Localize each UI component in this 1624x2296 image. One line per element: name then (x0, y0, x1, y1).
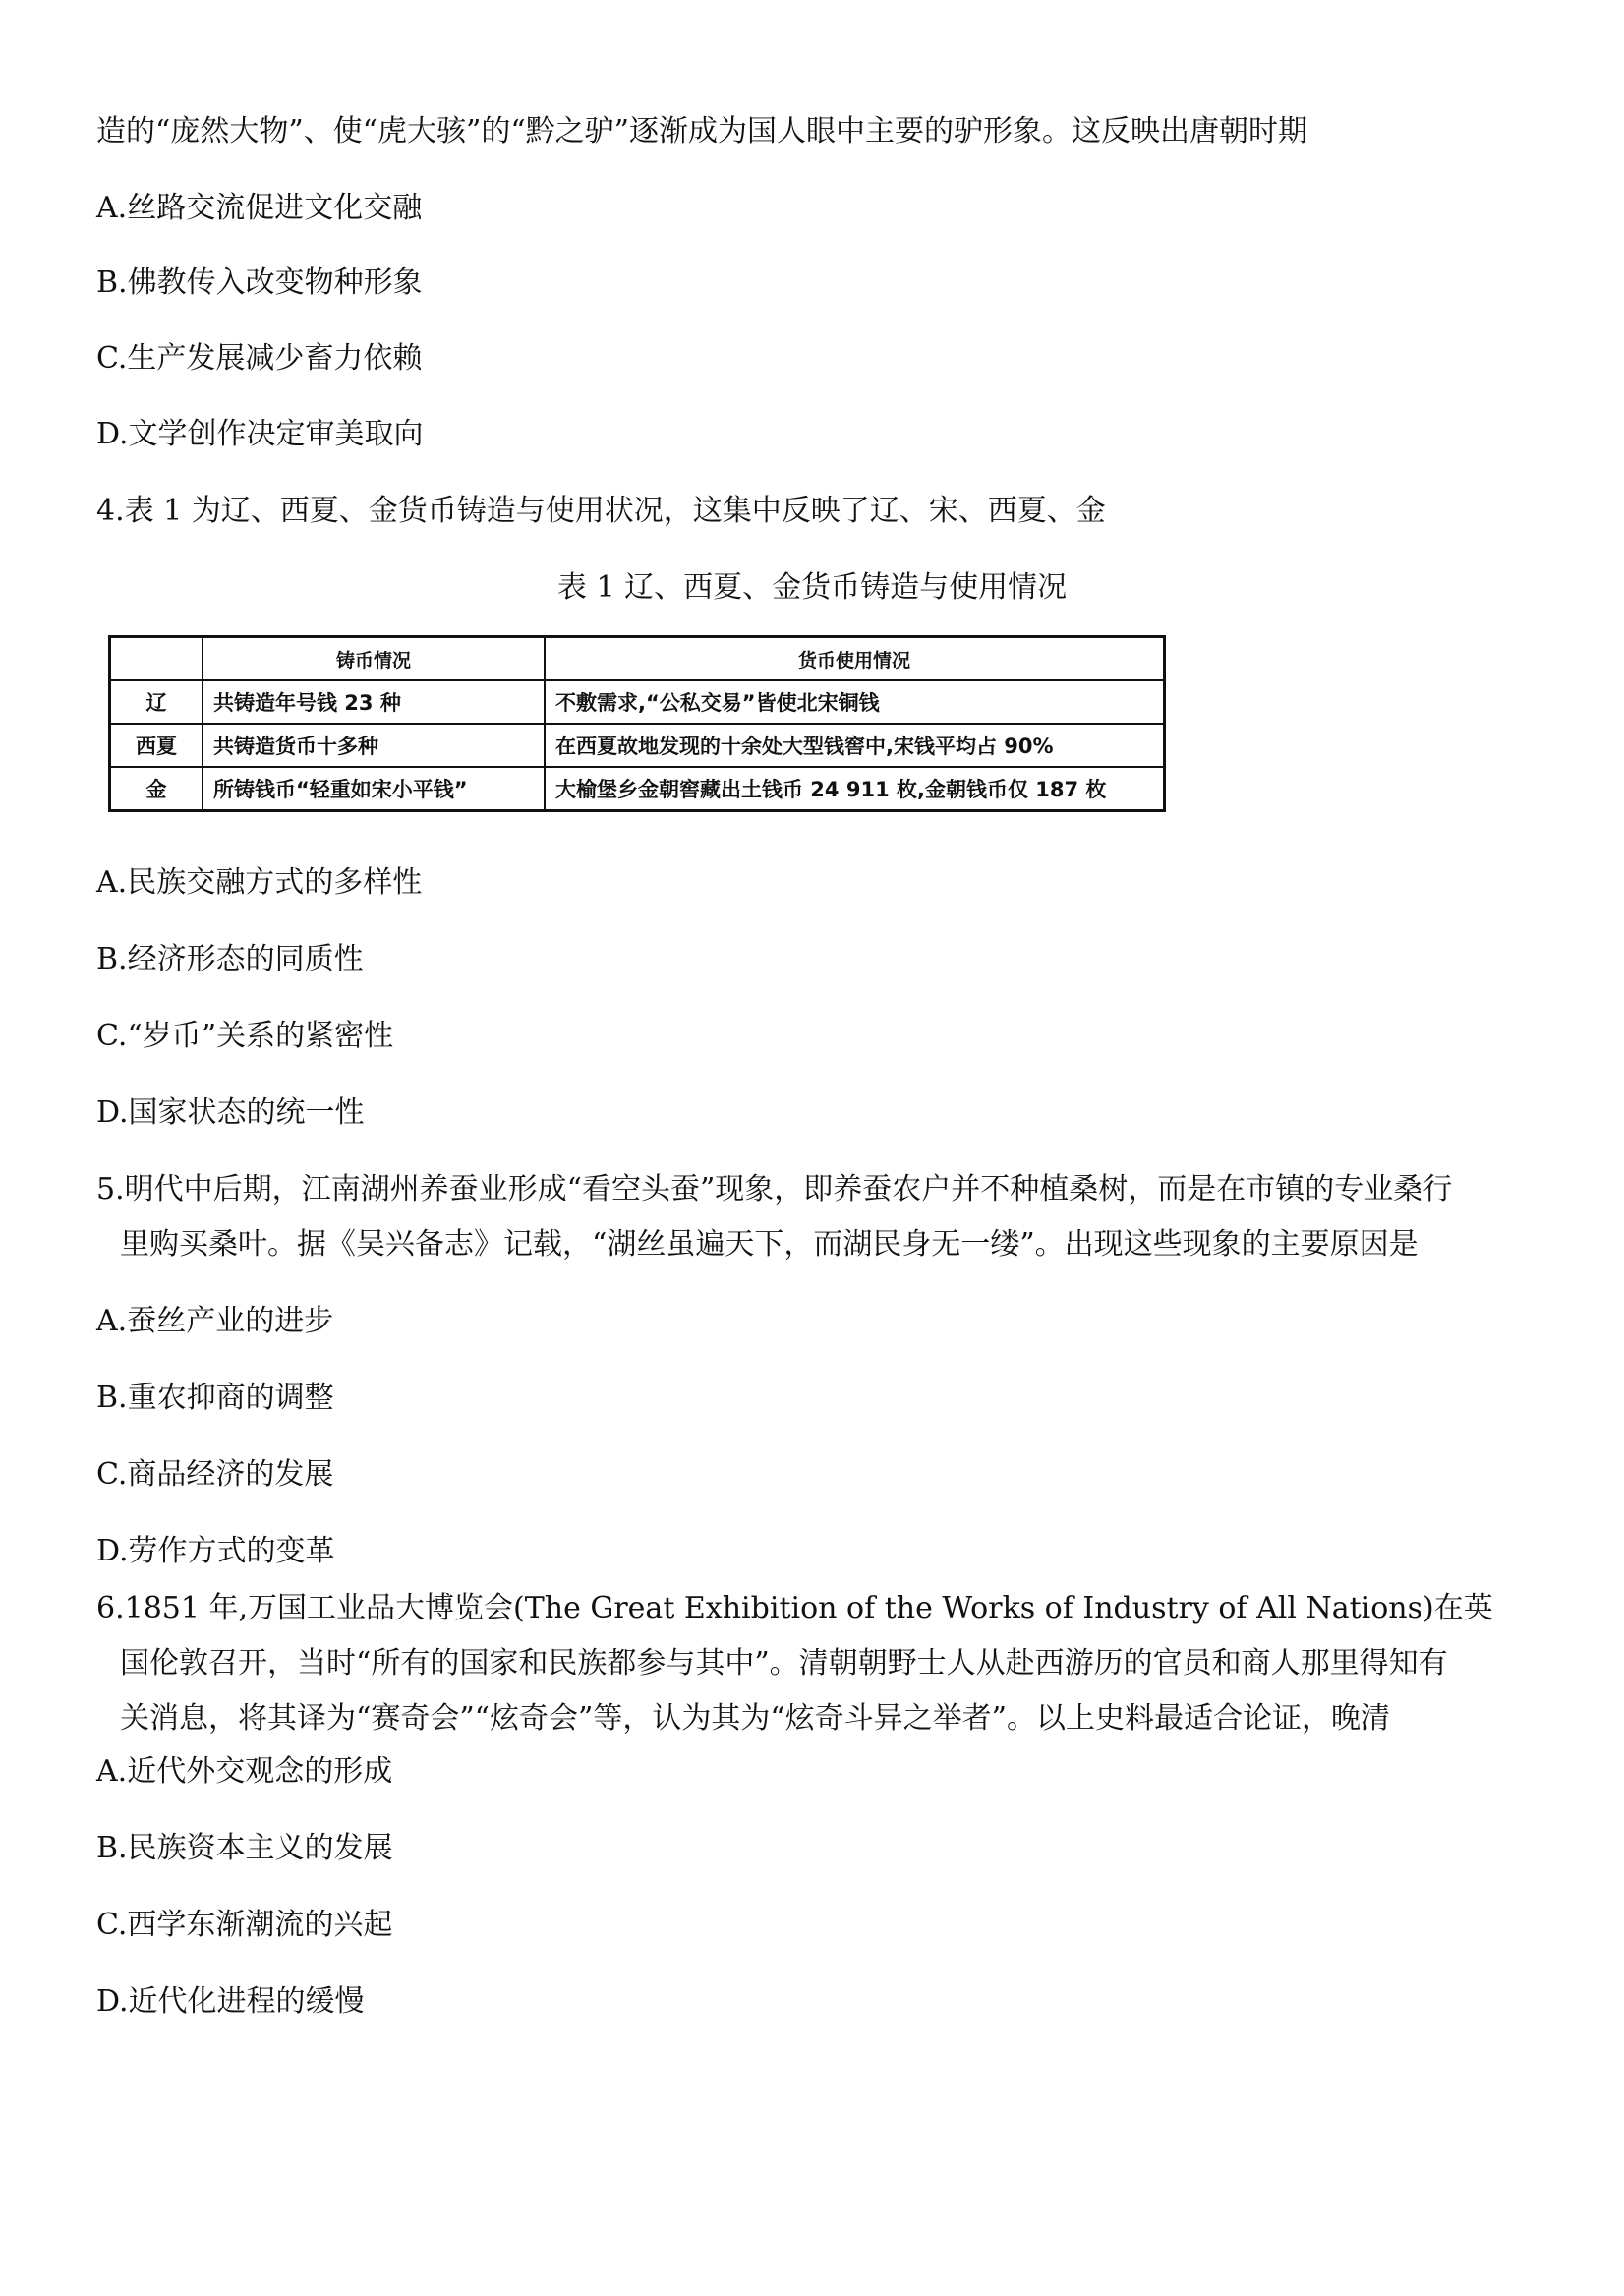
table-cell: 金 (110, 767, 203, 811)
table-header-row (110, 637, 1165, 681)
table-header-minting: 铸币情况 (203, 637, 545, 681)
q4-stem: 4.表 1 为辽、西夏、金货币铸造与使用状况，这集中反映了辽、宋、西夏、金 (96, 494, 1106, 528)
table-cell: 不敷需求,“公私交易”皆使北宋铜钱 (545, 680, 1165, 724)
coin-table (108, 635, 1166, 812)
q5-option-c: C.商品经济的发展 (96, 1457, 334, 1492)
table-cell: 共铸造货币十多种 (203, 724, 545, 767)
table-cell: 所铸钱币“轻重如宋小平钱” (203, 767, 545, 811)
q6-option-a: A.近代外交观念的形成 (96, 1754, 393, 1789)
q6-stem-line-1: 6.1851 年,万国工业品大博览会(The Great Exhibition of the Works of Industry of All Nations)在英 (96, 1591, 1493, 1625)
q4-option-b: B.经济形态的同质性 (96, 942, 364, 976)
table-cell: 共铸造年号钱 23 种 (203, 680, 545, 724)
table-header-usage: 货币使用情况 (545, 637, 1165, 681)
q5-stem-line-2: 里购买桑叶。据《吴兴备志》记载，“湖丝虽遍天下，而湖民身无一缕”。出现这些现象的主要原因是 (120, 1227, 1419, 1262)
q4-option-c: C.“岁币”关系的紧密性 (96, 1019, 394, 1053)
q3-option-b: B.佛教传入改变物种形象 (96, 265, 423, 300)
q5-option-d: D.劳作方式的变革 (96, 1534, 335, 1568)
q6-option-b: B.民族资本主义的发展 (96, 1831, 393, 1865)
table-row (110, 767, 1165, 811)
q3-option-a: A.丝路交流促进文化交融 (96, 191, 423, 225)
q5-stem-line-1: 5.明代中后期，江南湖州养蚕业形成“看空头蚕”现象，即养蚕农户并不种植桑树，而是在市镇的专业桑行 (96, 1172, 1453, 1207)
table-caption: 表 1 辽、西夏、金货币铸造与使用情况 (556, 570, 1068, 605)
table-cell: 辽 (110, 680, 203, 724)
q3-option-d: D.文学创作决定审美取向 (96, 417, 424, 451)
q6-option-d: D.近代化进程的缓慢 (96, 1984, 365, 2019)
q5-option-a: A.蚕丝产业的进步 (96, 1304, 334, 1338)
q6-stem-line-3: 关消息，将其译为“赛奇会”“炫奇会”等，认为其为“炫奇斗异之举者”。以上史料最适合论证，晚清 (120, 1701, 1391, 1736)
table-cell: 在西夏故地发现的十余处大型钱窖中,宋钱平均占 90% (545, 724, 1165, 767)
q6-stem-line-2: 国伦敦召开，当时“所有的国家和民族都参与其中”。清朝朝野士人从赴西游历的官员和商人那里得知有 (120, 1646, 1448, 1680)
q3-stem-tail: 造的“庞然大物”、使“虎大骇”的“黔之驴”逐渐成为国人眼中主要的驴形象。这反映出唐朝时期 (96, 114, 1308, 148)
table-row (110, 724, 1165, 767)
table-cell: 西夏 (110, 724, 203, 767)
table-cell: 大榆堡乡金朝窖藏出土钱币 24 911 枚,金朝钱币仅 187 枚 (545, 767, 1165, 811)
q5-option-b: B.重农抑商的调整 (96, 1381, 334, 1415)
table-row (110, 680, 1165, 724)
table-header-blank (110, 637, 203, 681)
q3-option-c: C.生产发展减少畜力依赖 (96, 341, 423, 376)
q4-option-d: D.国家状态的统一性 (96, 1095, 365, 1130)
q6-option-c: C.西学东渐潮流的兴起 (96, 1908, 393, 1942)
q4-option-a: A.民族交融方式的多样性 (96, 865, 423, 900)
